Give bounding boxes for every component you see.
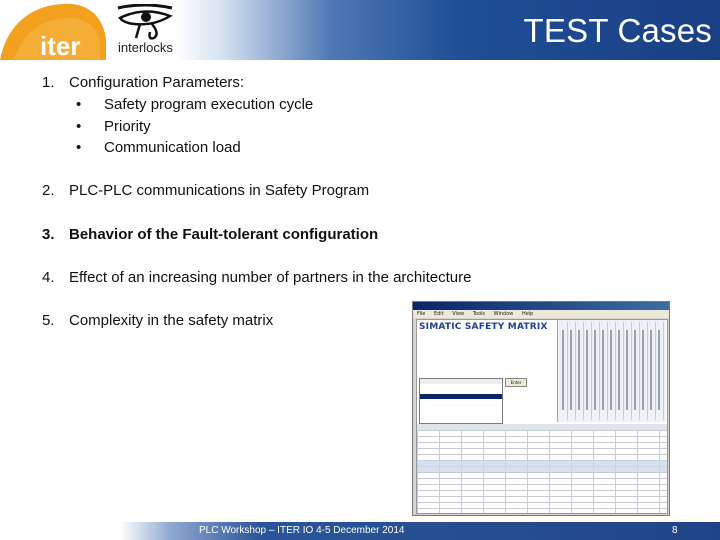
list-item-text: Effect of an increasing number of partners in the architecture bbox=[69, 269, 472, 286]
slide-title: TEST Cases bbox=[523, 12, 712, 49]
list-item-5 bbox=[42, 312, 273, 329]
list-item-number: 4. bbox=[42, 269, 55, 286]
list-item-text: PLC-PLC communications in Safety Program bbox=[69, 182, 370, 199]
list-item-3 bbox=[42, 226, 378, 243]
menu-item: Help bbox=[521, 311, 534, 317]
list-item-text: Complexity in the safety matrix bbox=[69, 312, 274, 329]
menu-item: Edit bbox=[433, 311, 444, 317]
bullet-icon: • bbox=[76, 96, 82, 113]
bullet-icon: • bbox=[76, 139, 82, 156]
sub-item bbox=[76, 118, 151, 135]
menu-item: View bbox=[452, 311, 465, 317]
list-item-text: Behavior of the Fault-tolerant configuration bbox=[69, 226, 379, 243]
matrix-column-headers bbox=[557, 320, 666, 422]
interlocks-logo-text: interlocks bbox=[118, 40, 173, 55]
screenshot-menubar bbox=[413, 310, 669, 318]
footer-text: PLC Workshop – ITER IO 4-5 December 2014 bbox=[199, 525, 405, 536]
list-item-1 bbox=[42, 74, 244, 91]
list-item-text: Configuration Parameters: bbox=[69, 74, 245, 91]
sub-item bbox=[76, 139, 241, 156]
sub-item bbox=[76, 96, 313, 113]
matrix-grid-header bbox=[417, 424, 667, 430]
screenshot-titlebar bbox=[413, 302, 669, 310]
iter-logo-text: iter bbox=[40, 31, 81, 60]
screenshot-listbox bbox=[419, 378, 503, 424]
list-item-2 bbox=[42, 182, 369, 199]
list-item-number: 2. bbox=[42, 182, 55, 199]
screenshot-workspace bbox=[416, 319, 668, 514]
list-item-number: 5. bbox=[42, 312, 55, 329]
interlocks-logo bbox=[108, 4, 184, 58]
sub-item-text: Safety program execution cycle bbox=[104, 96, 314, 113]
menu-item: Window bbox=[493, 311, 514, 317]
list-item-number: 3. bbox=[42, 226, 55, 243]
menu-item: Tools bbox=[472, 311, 486, 317]
list-item-number: 1. bbox=[42, 74, 55, 91]
safety-matrix-screenshot bbox=[412, 301, 670, 516]
screenshot-enter-button: Enter bbox=[505, 378, 527, 387]
sub-item-text: Priority bbox=[104, 118, 151, 135]
sub-item-text: Communication load bbox=[104, 139, 241, 156]
matrix-highlight-row bbox=[417, 460, 667, 472]
matrix-title: SIMATIC SAFETY MATRIX bbox=[419, 322, 548, 332]
iter-logo bbox=[0, 0, 110, 60]
page-number: 8 bbox=[672, 525, 678, 536]
menu-item: File bbox=[417, 311, 426, 317]
list-item-4 bbox=[42, 269, 471, 286]
bullet-icon: • bbox=[76, 118, 82, 135]
eye-of-horus-icon bbox=[114, 4, 176, 40]
